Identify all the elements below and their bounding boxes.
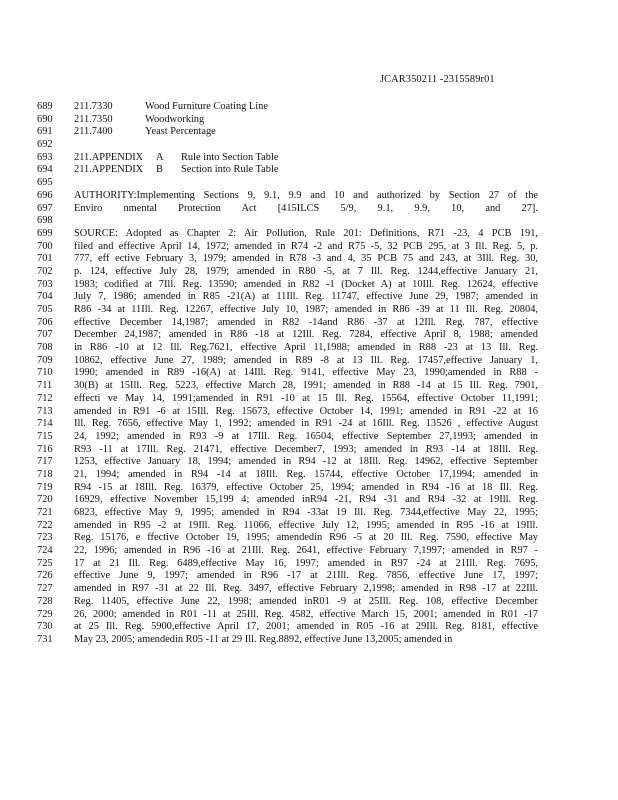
line-row bbox=[0, 114, 618, 127]
line-row bbox=[0, 266, 618, 279]
line-number: 698 bbox=[37, 215, 53, 227]
source-text: amended in R95 -2 at 19Ill. Reg. 11066, effective July 12, 1995; amended in R95 -16 at 19Ill. bbox=[74, 519, 538, 531]
line-number: 701 bbox=[37, 253, 53, 265]
line-number: 720 bbox=[37, 494, 53, 506]
line-row bbox=[0, 152, 618, 165]
source-text: July 7, 1986; amended in R85 -21(A) at 11Ill. Reg. 11747, effective June 29, 1987; amended in bbox=[74, 291, 538, 303]
line-row bbox=[0, 177, 618, 190]
toc-appendix-letter: A bbox=[156, 151, 164, 163]
line-row bbox=[0, 482, 618, 495]
line-number: 714 bbox=[37, 418, 53, 430]
source-text: 1990; amended in R89 -16(A) at 14Ill. Reg. 9141, effective May 23, 1990;amended in R88 - bbox=[74, 367, 538, 379]
line-row bbox=[0, 139, 618, 152]
source-text: R93 -11 at 17Ill. Reg. 21471, effective December7, 1993; amended in R93 -14 at 18Ill. Reg. bbox=[74, 443, 538, 455]
line-number: 725 bbox=[37, 557, 53, 569]
line-number: 717 bbox=[37, 456, 53, 468]
line-number: 728 bbox=[37, 595, 53, 607]
source-text: amended in R91 -6 at 15Ill. Reg. 15673, effective October 14, 1991; amended in R91 -22 at 16 bbox=[74, 405, 538, 417]
line-number: 705 bbox=[37, 304, 53, 315]
line-row bbox=[0, 355, 618, 368]
line-number: 694 bbox=[37, 164, 53, 176]
line-number: 722 bbox=[37, 519, 53, 531]
source-text: 30(B) at 15Ill. Reg. 5223, effective March 28, 1991; amended in R88 -14 at 15 Ill. Reg. 7901, bbox=[74, 380, 538, 392]
line-number: 692 bbox=[37, 139, 53, 151]
source-text: 1253, effective January 18, 1994; amended in R94 -12 at 18Ill. Reg. 14962, effective September bbox=[74, 456, 538, 468]
line-row bbox=[0, 101, 618, 114]
source-text: Ill. Reg. 7656, effective May 1, 1992; amended in R91 -24 at 16Ill. Reg. 13526 , effective August bbox=[74, 418, 538, 430]
line-number: 696 bbox=[37, 189, 53, 201]
line-number: 729 bbox=[37, 608, 53, 620]
line-row bbox=[0, 253, 618, 266]
document-id-header: JCAR350211 -2315589r01 bbox=[380, 74, 495, 85]
source-text: effective December 14,1987; amended in R82 -14and R86 -37 at 12Ill. Reg. 787, effective bbox=[74, 316, 538, 328]
line-number: 718 bbox=[37, 468, 53, 480]
line-row bbox=[0, 380, 618, 393]
source-text: effective June 9, 1997; amended in R96 -17 at 21Ill. Reg. 7856, effective June 17, 1997; bbox=[74, 570, 538, 582]
line-number: 691 bbox=[37, 126, 53, 138]
line-row bbox=[0, 406, 618, 419]
source-text: amended in R97 -31 at 22 Ill. Reg. 3497, effective February 2,1998; amended in R98 -17 at 22Ill. bbox=[74, 583, 538, 595]
source-text: 22, 1996; amended in R96 -16 at 21Ill. Reg. 2641, effective February 7,1997; amended in R97 - bbox=[74, 545, 538, 557]
line-number: 690 bbox=[37, 113, 53, 125]
authority-text: AUTHORITY:Implementing Sections 9, 9.1, 9.9 and 10 and authorized by Section 27 of the bbox=[74, 189, 538, 201]
line-row bbox=[0, 621, 618, 634]
toc-section-title: Section into Rule Table bbox=[181, 164, 279, 176]
line-number: 727 bbox=[37, 583, 53, 595]
line-row bbox=[0, 215, 618, 228]
line-row bbox=[0, 367, 618, 380]
line-number: 702 bbox=[37, 265, 53, 277]
source-text: Reg. 15176, e ffective October 19, 1995; amendedin R96 -5 at 20 Ill. Reg. 7590, effective May bbox=[74, 532, 538, 544]
line-row bbox=[0, 241, 618, 254]
source-text: 1983; codified at 7Ill. Reg. 13590; amended in R82 -1 (Docket A) at 10Ill. Reg. 12624, effective bbox=[74, 278, 538, 290]
toc-section-number: 211.7330 bbox=[74, 101, 113, 112]
line-row bbox=[0, 317, 618, 330]
source-text: 21, 1994; amended in R94 -14 at 18Ill. Reg. 15744, effective October 17,1994; amended in bbox=[74, 468, 538, 480]
line-row bbox=[0, 570, 618, 583]
line-number: 723 bbox=[37, 532, 53, 544]
line-number: 710 bbox=[37, 367, 53, 379]
line-number: 719 bbox=[37, 481, 53, 493]
toc-section-number: 211.7350 bbox=[74, 113, 113, 125]
source-text: SOURCE: Adopted as Chapter 2: Air Pollution, Rule 201: Definitions, R71 -23, 4 PCB 191, bbox=[74, 227, 538, 239]
line-row bbox=[0, 203, 618, 216]
line-row bbox=[0, 291, 618, 304]
source-text: 10862, effective June 27, 1989; amended in R89 -8 at 13 Ill. Reg. 17457,effective January 1, bbox=[74, 354, 538, 366]
line-row bbox=[0, 444, 618, 457]
line-number: 699 bbox=[37, 227, 53, 239]
line-row bbox=[0, 342, 618, 355]
source-text: R94 -15 at 18Ill. Reg. 16379, effective October 25, 1994; amended in R94 -16 at 18 Ill. Reg. bbox=[74, 481, 538, 493]
line-number: 730 bbox=[37, 621, 53, 633]
source-text: Reg. 11405, effective June 22, 1998; amended inR01 -9 at 25Ill. Reg. 108, effective December bbox=[74, 595, 538, 607]
line-row bbox=[0, 279, 618, 292]
toc-section-number: 211.APPENDIX bbox=[74, 164, 144, 176]
line-row bbox=[0, 545, 618, 558]
source-text: effecti ve May 14, 1991;amended in R91 -10 at 15 Ill. Reg. 15564, effective October 11,1991; bbox=[74, 392, 538, 404]
line-number: 700 bbox=[37, 240, 53, 252]
source-text: 777, eff ective February 3, 1979; amended in R78 -3 and 4, 35 PCB 75 and 243, at 3Ill. Reg. 30, bbox=[74, 253, 538, 265]
line-number: 724 bbox=[37, 545, 53, 557]
line-row bbox=[0, 329, 618, 342]
line-number: 697 bbox=[37, 202, 53, 214]
line-number: 715 bbox=[37, 430, 53, 442]
line-row bbox=[0, 532, 618, 545]
line-row bbox=[0, 583, 618, 596]
source-text: 16929, effective November 15,199 4; amended inR94 -21, R94 -31 and R94 -32 at 19Ill. Reg. bbox=[74, 494, 538, 506]
line-number: 713 bbox=[37, 405, 53, 417]
line-number: 731 bbox=[37, 633, 53, 645]
line-row bbox=[0, 494, 618, 507]
line-row bbox=[0, 507, 618, 520]
line-number: 721 bbox=[37, 507, 53, 518]
line-row bbox=[0, 228, 618, 241]
source-text: filed and effective April 14, 1972; amended in R74 -2 and R75 -5, 32 PCB 295, at 3 Ill. Reg. 5, p. bbox=[74, 240, 538, 252]
line-number: 712 bbox=[37, 392, 53, 404]
line-number: 693 bbox=[37, 151, 53, 163]
line-number: 716 bbox=[37, 443, 53, 455]
line-number: 708 bbox=[37, 342, 53, 354]
numbered-lines bbox=[0, 101, 618, 647]
line-row bbox=[0, 558, 618, 571]
line-number: 689 bbox=[37, 101, 53, 112]
line-number: 704 bbox=[37, 291, 53, 303]
source-text: in R86 -10 at 12 Ill. Reg.7621, effective April 11,1988; amended in R88 -23 at 13 Ill. Reg. bbox=[74, 342, 538, 354]
line-row bbox=[0, 520, 618, 533]
source-text: 24, 1992; amended in R93 -9 at 17Ill. Reg. 16504, effective September 27,1993; amended in bbox=[74, 430, 538, 442]
source-text: December 24,1987; amended in R86 -18 at 12Ill. Reg. 7284, effective April 8, 1988; amended bbox=[74, 329, 538, 341]
line-row bbox=[0, 634, 618, 647]
source-text: 26, 2000; amended in R01 -11 at 25Ill. Reg. 4582, effective March 15, 2001; amended in R01 -17 bbox=[74, 608, 538, 620]
line-number: 707 bbox=[37, 329, 53, 341]
toc-section-number: 211.7400 bbox=[74, 126, 113, 138]
line-row bbox=[0, 609, 618, 622]
line-row bbox=[0, 126, 618, 139]
line-number: 695 bbox=[37, 177, 53, 189]
line-number: 706 bbox=[37, 316, 53, 328]
line-row bbox=[0, 164, 618, 177]
source-text: at 25 Ill. Reg. 5900,effective April 17, 2001; amended in R05 -16 at 29Ill. Reg. 8181, effective bbox=[74, 621, 538, 633]
line-row bbox=[0, 469, 618, 482]
source-text: p. 124, effective July 28, 1979; amended in R80 -5, at 7 Ill. Reg. 1244,effective January 21, bbox=[74, 265, 538, 277]
authority-text: Enviro nmental Protection Act [415ILCS 5/9, 9.1, 9.9, 10, and 27]. bbox=[74, 202, 538, 214]
line-row bbox=[0, 431, 618, 444]
toc-section-title: Woodworking bbox=[145, 113, 205, 125]
line-number: 726 bbox=[37, 570, 53, 582]
toc-appendix-letter: B bbox=[156, 164, 163, 176]
toc-section-title: Rule into Section Table bbox=[181, 151, 279, 163]
line-row bbox=[0, 190, 618, 203]
source-text: 6823, effective May 9, 1995; amended in R94 -33at 19 Ill. Reg. 7344,effective May 22, 1995; bbox=[74, 507, 538, 518]
line-row bbox=[0, 456, 618, 469]
line-row bbox=[0, 304, 618, 317]
line-row bbox=[0, 393, 618, 406]
line-number: 703 bbox=[37, 278, 53, 290]
line-row bbox=[0, 418, 618, 431]
line-number: 709 bbox=[37, 354, 53, 366]
toc-section-number: 211.APPENDIX bbox=[74, 151, 144, 163]
source-text: R86 -34 at 11Ill. Reg. 12267, effective July 10, 1987; amended in R86 -39 at 11 Ill. Reg. 20804, bbox=[74, 304, 538, 315]
toc-section-title: Wood Furniture Coating Line bbox=[145, 101, 268, 112]
source-text: May 23, 2005; amendedin R05 -11 at 29 Ill. Reg.8892, effective June 13,2005; amended in bbox=[74, 633, 453, 645]
toc-section-title: Yeast Percentage bbox=[145, 126, 216, 138]
line-number: 711 bbox=[37, 380, 53, 392]
source-text: 17 at 21 Ill. Reg. 6489,effective May 16, 1997; amended in R97 -24 at 21Ill. Reg. 7695, bbox=[74, 557, 538, 569]
line-row bbox=[0, 596, 618, 609]
